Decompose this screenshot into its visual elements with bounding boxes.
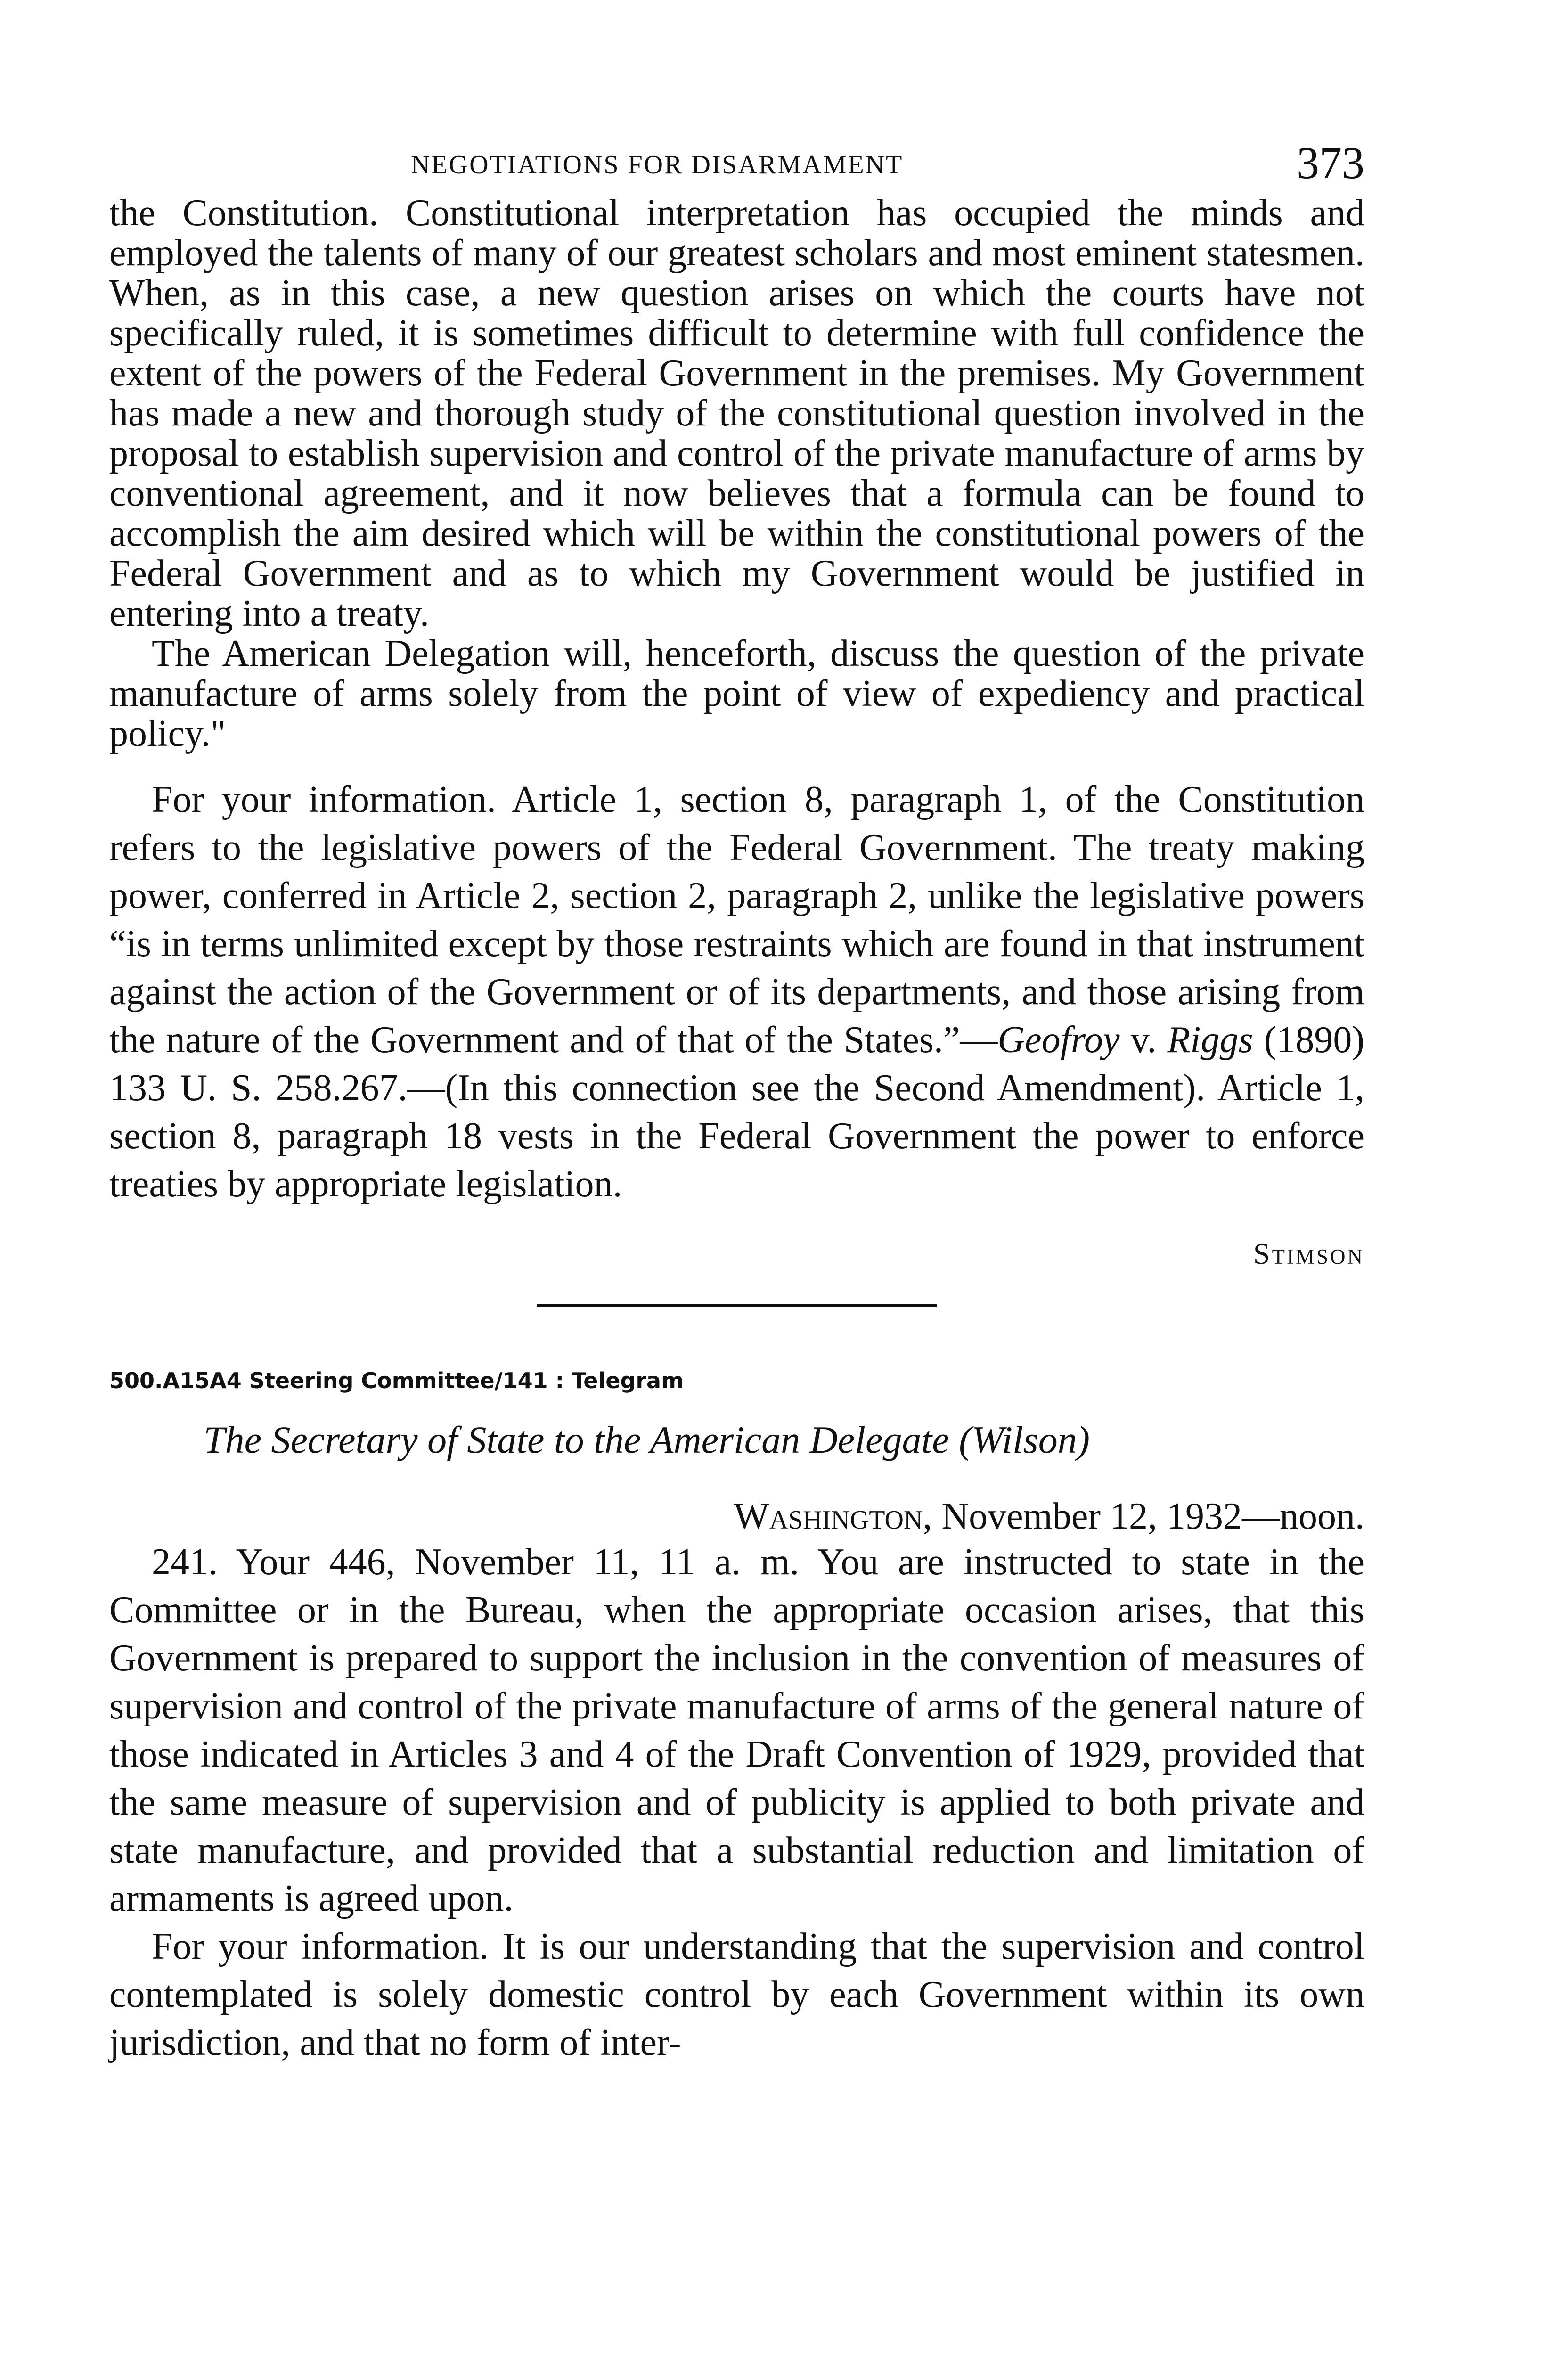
document-title: The Secretary of State to the American Delegate (Wilson) xyxy=(204,1418,1090,1461)
telegram-body xyxy=(109,1538,1364,2067)
instruction-body xyxy=(109,776,1364,1208)
case-name: Riggs xyxy=(1167,1019,1253,1061)
info-text: For your information. Article 1, section 8, paragraph 1, of the Constitution refers to the legislative powers of the Federal Government. The treaty making power, conferred in Article 2, section 2, paragraph 2, unlike the legislative powers “is in terms unlimited except by those restraints which are found in that instrument against the action of the Government or of its departments, and those arising from the nature of the Government and of that of the States.”— xyxy=(109,779,1364,1061)
dateline-date: , November 12, 1932—noon. xyxy=(923,1496,1364,1537)
section-divider xyxy=(537,1304,937,1307)
quoted-statement xyxy=(109,193,1364,754)
case-versus: v. xyxy=(1119,1019,1168,1061)
signature: Stimson xyxy=(1253,1237,1364,1270)
quoted-paragraph: The American Delegation will, henceforth, discuss the question of the private manufacture of arms solely from the point of view of expediency and practical policy." xyxy=(109,633,1364,754)
quoted-paragraph: the Constitution. Constitutional interpretation has occupied the minds and employed the talents of many of our greatest scholars and most eminent statesmen. When, as in this case, a new question arises on which the courts have not specifically ruled, it is sometimes difficult to determine with full confidence the extent of the powers of the Federal Government in the premises. My Government has made a new and thorough study of the constitutional question involved in the proposal to establish supervision and control of the private manufacture of arms by conventional agreement, and it now believes that a formula can be found to accomplish the aim desired which will be within the constitutional powers of the Federal Government and as to which my Government would be justified in entering into a treaty. xyxy=(109,192,1364,634)
running-title: NEGOTIATIONS FOR DISARMAMENT xyxy=(411,150,904,180)
telegram-paragraph: For your information. It is our understanding that the supervision and control contemplated is solely domestic control by each Government within its own jurisdiction, and that no form of inter- xyxy=(109,1926,1364,2063)
telegram-paragraph: 241. Your 446, November 11, 11 a. m. You are instructed to state in the Committee or in the Bureau, when the appropriate occasion arises, that this Government is prepared to support the inclusion in the convention of measures of supervision and control of the private manufacture of arms of the general nature of those indicated in Articles 3 and 4 of the Draft Convention of 1929, provided that the same measure of supervision and of publicity is applied to both private and state manufacture, and provided that a substantial reduction and limitation of armaments is agreed upon. xyxy=(109,1541,1364,1919)
dateline xyxy=(109,1495,1364,1538)
page-number: 373 xyxy=(1297,138,1364,188)
info-paragraph xyxy=(109,776,1364,1208)
running-header xyxy=(109,137,1364,193)
file-reference: 500.A15A4 Steering Committee/141 : Telegram xyxy=(109,1368,684,1393)
info-text: (1890) 133 U. S. 258.267.—(In this connection see the Second Amendment). Article 1, section 8, paragraph 18 vests in the Federal Government the power to enforce treaties by appropriate legislation. xyxy=(109,1019,1364,1205)
document-page xyxy=(109,137,1364,2067)
dateline-place: Washington xyxy=(734,1496,923,1537)
case-name: Geofroy xyxy=(997,1019,1120,1061)
